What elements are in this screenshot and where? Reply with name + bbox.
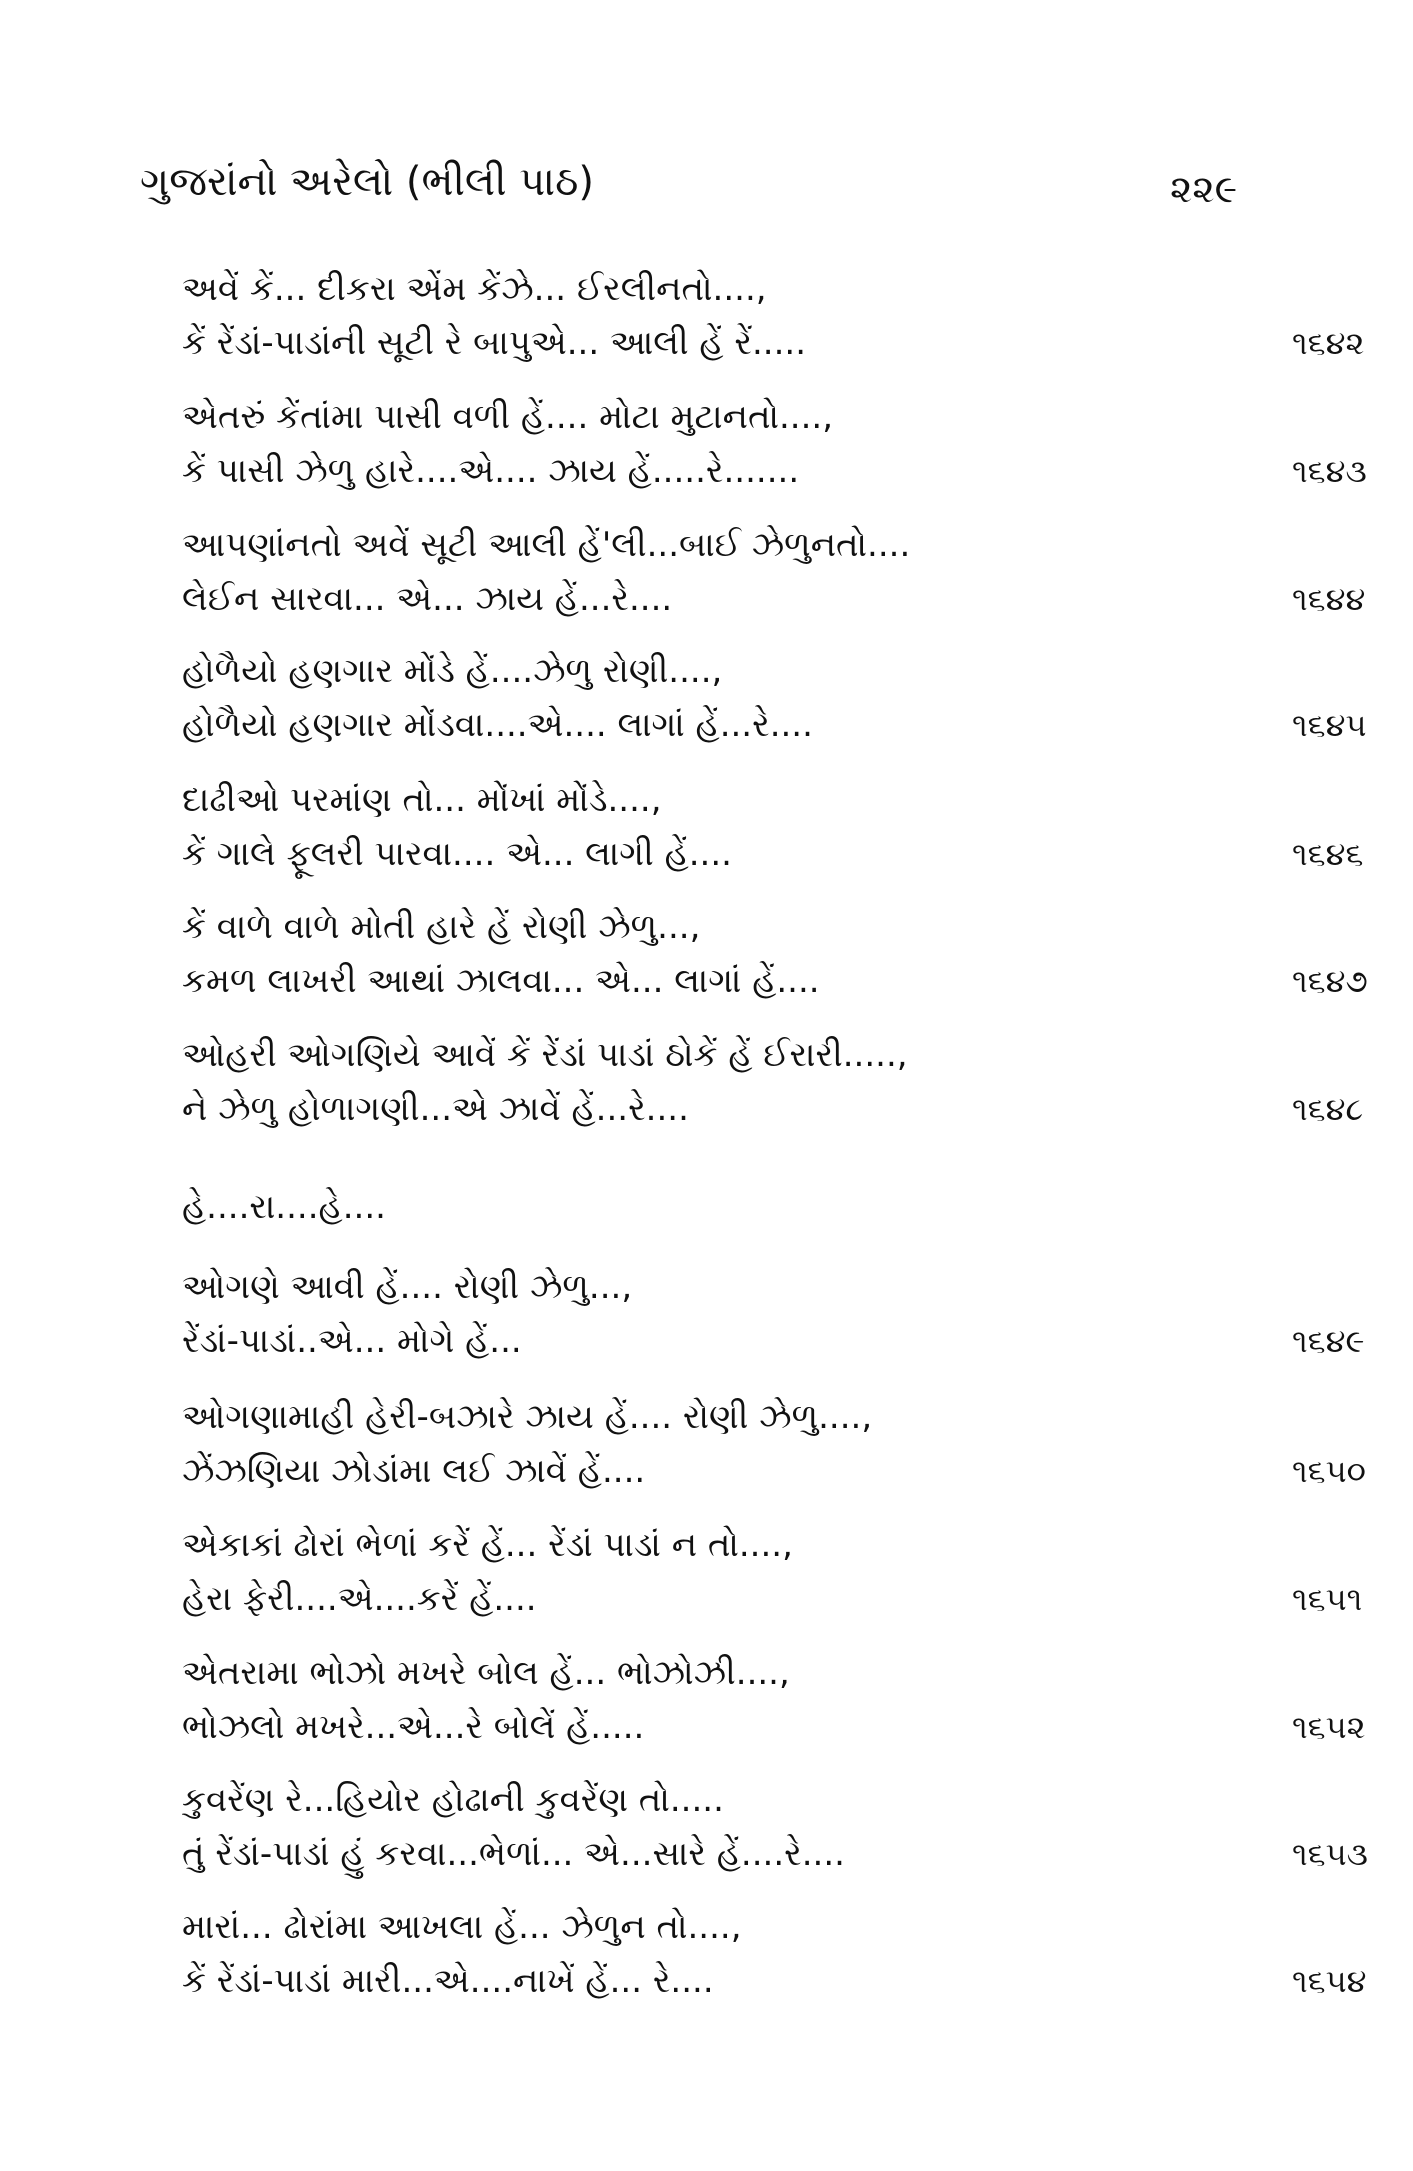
- verse-line: હે....રા....હે....: [182, 1187, 386, 1227]
- stanza: [182, 1900, 1367, 2008]
- stanza: [182, 1773, 1368, 1881]
- stanza: [182, 900, 1368, 1008]
- verse-line: ઓગણે આવી હેં.... રોણી ઝેળુ...,: [182, 1267, 633, 1307]
- stanza: [182, 1390, 1366, 1498]
- refrain: [182, 1180, 1262, 1234]
- verse-line: એતરામા ભોઝો મખરે બોલ હેં... ભોઝોઝી....,: [182, 1653, 790, 1693]
- verse-line: કેં રેંડાં-પાડાં મારી...એ....નાખેં હેં... રે....: [182, 1961, 714, 2001]
- verse-line: હેરા ફેરી....એ....કરેં હેં....: [182, 1579, 537, 1619]
- running-title: ગુજરાંનો અરેલો (ભીલી પાઠ): [140, 159, 594, 205]
- verse-line: એતરું કેંતાંમા પાસી વળી હેં.... મોટા મુટાનતો....,: [182, 397, 834, 437]
- verse-line: તું રેંડાં-પાડાં હું કરવા...ભેળાં... એ...સારે હેં....રે....: [182, 1834, 845, 1874]
- stanza: [182, 1260, 1365, 1368]
- verse-number: ૧૬૫૦: [1292, 1452, 1366, 1490]
- stanza: [182, 1028, 1364, 1136]
- verse-line: કેં વાળે વાળે મોતી હારે હેં રોણી ઝેળુ...,: [182, 907, 701, 947]
- verse-line: હોળૈયો હણગાર મોંડવા....એ.... લાગાં હેં...રે....: [182, 705, 813, 745]
- verse-number: ૧૬૪૨: [1292, 324, 1365, 362]
- verse-line: કેં ગાલે ફૂલરી પારવા.... એ... લાગી હેં....: [182, 834, 732, 874]
- stanza: [182, 1646, 1366, 1754]
- verse-number: ૧૬૫૨: [1292, 1708, 1366, 1746]
- verse-line: કમળ લાખરી આથાં ઝાલવા... એ... લાગાં હેં....: [182, 961, 820, 1001]
- stanza: [182, 644, 1367, 752]
- verse-number: ૧૬૪૫: [1292, 706, 1367, 744]
- verse-number: ૧૬૪૯: [1292, 1322, 1365, 1360]
- stanza: [182, 773, 1364, 881]
- verse-number: ૧૬૪૩: [1292, 452, 1367, 490]
- verse-line: ભોઝલો મખરે...એ...રે બોલેં હેં.....: [182, 1707, 645, 1747]
- verse-number: ૧૬૪૭: [1292, 962, 1368, 1000]
- verse-line: અવેં કેં... દીકરા એંમ કેંઝે... ઈરલીનતો....,: [182, 269, 767, 309]
- verse-line: ઓગણામાહી હેરી-બઝારે ઝાય હેં.... રોણી ઝેળુ....,: [182, 1397, 873, 1437]
- verse-line: ઓહરી ઓગણિયે આવેં કેં રેંડાં પાડાં ઠોકેં હેં ઈરારી.....,: [182, 1035, 908, 1075]
- verse-number: ૧૬૫૩: [1292, 1835, 1368, 1873]
- verse-line: દાઢીઓ પરમાંણ તો... મોંખાં મોંડે....,: [182, 780, 662, 820]
- verse-line: આપણાંનતો અવેં સૂટી આલી હેં'લી...બાઈ ઝેળુનતો....: [182, 525, 911, 565]
- stanza: [182, 262, 1365, 370]
- verse-line: રેંડાં-પાડાં..એ... મોગે હેં...: [182, 1321, 522, 1361]
- stanza: [182, 518, 1366, 626]
- verse-line: કેં રેંડાં-પાડાંની સૂટી રે બાપુએ... આલી હેં રેં.....: [182, 323, 807, 363]
- verse-number: ૧૬૪૬: [1292, 835, 1364, 873]
- verse-line: કુવરેંણ રે...હિયોર હોઢાની કુવરેંણ તો.....: [182, 1780, 724, 1820]
- verse-line: હોળૈયો હણગાર મોંડે હેં....ઝેળુ રોણી....,: [182, 651, 723, 691]
- verse-number: ૧૬૪૮: [1292, 1090, 1364, 1128]
- verse-line: લેઈન સારવા... એ... ઝાય હેં...રે....: [182, 579, 673, 619]
- verse-number: ૧૬૫૪: [1292, 1962, 1367, 2000]
- verse-line: એકાકાં ઢોરાં ભેળાં કરેં હેં... રેંડાં પાડાં ન તો....,: [182, 1525, 793, 1565]
- verse-line: ને ઝેળુ હોળાગણી...એ ઝાવેં હેં...રે....: [182, 1089, 689, 1129]
- verse-number: ૧૬૪૪: [1292, 580, 1366, 618]
- verse-line: કેં પાસી ઝેળુ હારે....એ.... ઝાય હેં.....રે.......: [182, 451, 800, 491]
- verse-number: ૧૬૫૧: [1292, 1580, 1363, 1618]
- verse-line: મારાં... ઢોરાંમા આખલા હેં... ઝેળુન તો....,: [182, 1907, 742, 1947]
- stanza: [182, 1518, 1363, 1626]
- page-number: ૨૨૯: [1170, 167, 1238, 211]
- stanza: [182, 390, 1367, 498]
- verse-line: ઝેંઝણિયા ઝોડાંમા લઈ ઝાવેં હેં....: [182, 1451, 646, 1491]
